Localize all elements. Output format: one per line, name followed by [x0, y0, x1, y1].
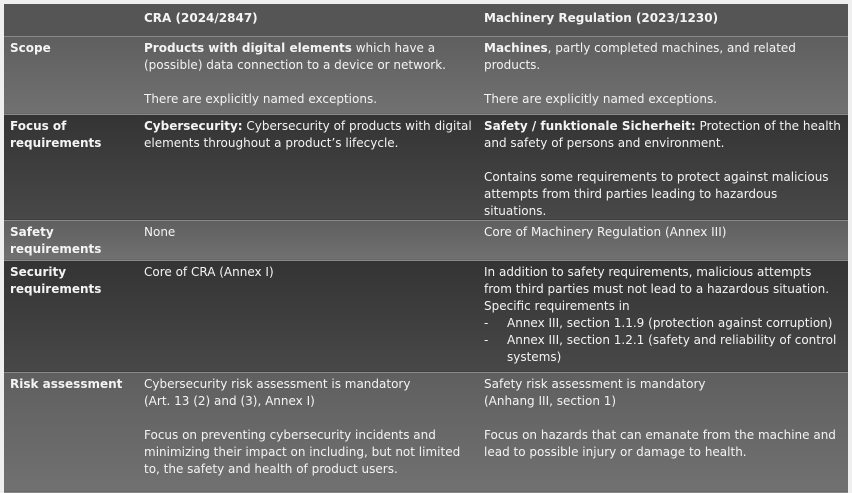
scope-mr-note: There are explicitly named exceptions.: [484, 91, 718, 106]
table-row-scope: [4, 36, 848, 114]
focus-mr-rest: Protection of the health and safety of persons and environment.: [484, 118, 841, 150]
scope-mr-rest: , partly completed machines, and related products.: [484, 40, 796, 72]
risk-mr-line2: (Anhang III, section 1): [484, 393, 617, 408]
header-empty-cell: [4, 4, 138, 36]
row-label-focus: Focus of requirements: [4, 114, 138, 220]
security-mr-intro: In addition to safety requirements, malicious attempts from third parties must not lead to a hazardous situation.: [484, 264, 830, 296]
focus-cra-rest: Cybersecurity of products with digital elements throughout a product’s lifecycle.: [144, 118, 472, 150]
list-item: [484, 332, 842, 366]
focus-mr-text: [484, 118, 842, 152]
dash-marker: -: [484, 332, 489, 347]
row-label-security: Security requirements: [4, 260, 138, 372]
table-row-risk: [4, 372, 848, 492]
risk-cra-note: Focus on preventing cybersecurity incidents and minimizing their impact on including, but not limited to, the safety and health of product users.: [144, 427, 461, 476]
cell-scope-cra: [138, 36, 478, 114]
security-mr-list: [484, 315, 842, 366]
scope-cra-text: [144, 40, 472, 74]
risk-cra-line1: Cybersecurity risk assessment is mandatory: [144, 376, 411, 391]
dash-marker: -: [484, 315, 489, 330]
scope-mr-lead: Machines: [484, 40, 548, 55]
focus-mr-lead: Safety / funktionale Sicherheit:: [484, 118, 696, 133]
cell-safety-mr: Core of Machinery Regulation (Annex III): [478, 220, 848, 260]
risk-cra-line2: (Art. 13 (2) and (3), Annex I): [144, 393, 315, 408]
scope-cra-lead: Products with digital elements: [144, 40, 352, 55]
cell-security-mr: [478, 260, 848, 372]
header-cra: CRA (2024/2847): [138, 4, 478, 36]
risk-mr-note: Focus on hazards that can emanate from the machine and lead to possible injury or damage to health.: [484, 427, 836, 459]
cell-focus-cra: [138, 114, 478, 220]
table-row-security: [4, 260, 848, 372]
header-machinery-regulation: Machinery Regulation (2023/1230): [478, 4, 848, 36]
scope-cra-note: There are explicitly named exceptions.: [144, 91, 378, 106]
focus-cra-lead: Cybersecurity:: [144, 118, 243, 133]
cell-risk-mr: [478, 372, 848, 492]
row-label-risk: Risk assessment: [4, 372, 138, 492]
cell-scope-mr: [478, 36, 848, 114]
row-label-scope: Scope: [4, 36, 138, 114]
list-item-text: Annex III, section 1.1.9 (protection against corruption): [507, 315, 833, 330]
cell-security-cra: Core of CRA (Annex I): [138, 260, 478, 372]
comparison-table: [4, 4, 848, 493]
comparison-table-container: [4, 4, 848, 477]
cell-safety-cra: None: [138, 220, 478, 260]
table-row-focus: [4, 114, 848, 220]
risk-mr-line1: Safety risk assessment is mandatory: [484, 376, 706, 391]
table-row-safety: [4, 220, 848, 260]
cell-risk-cra: [138, 372, 478, 492]
scope-cra-rest: which have a (possible) data connection to a device or network.: [144, 40, 446, 72]
header-row: [4, 4, 848, 36]
list-item: [484, 315, 842, 332]
security-mr-specific: Specific requirements in: [484, 298, 630, 313]
scope-mr-text: [484, 40, 842, 74]
focus-cra-text: [144, 118, 472, 152]
cell-focus-mr: [478, 114, 848, 220]
row-label-safety: Safety requirements: [4, 220, 138, 260]
list-item-text: Annex III, section 1.2.1 (safety and reliability of control systems): [507, 332, 837, 364]
focus-mr-note: Contains some requirements to protect against malicious attempts from third parties leading to hazardous situations.: [484, 169, 829, 218]
